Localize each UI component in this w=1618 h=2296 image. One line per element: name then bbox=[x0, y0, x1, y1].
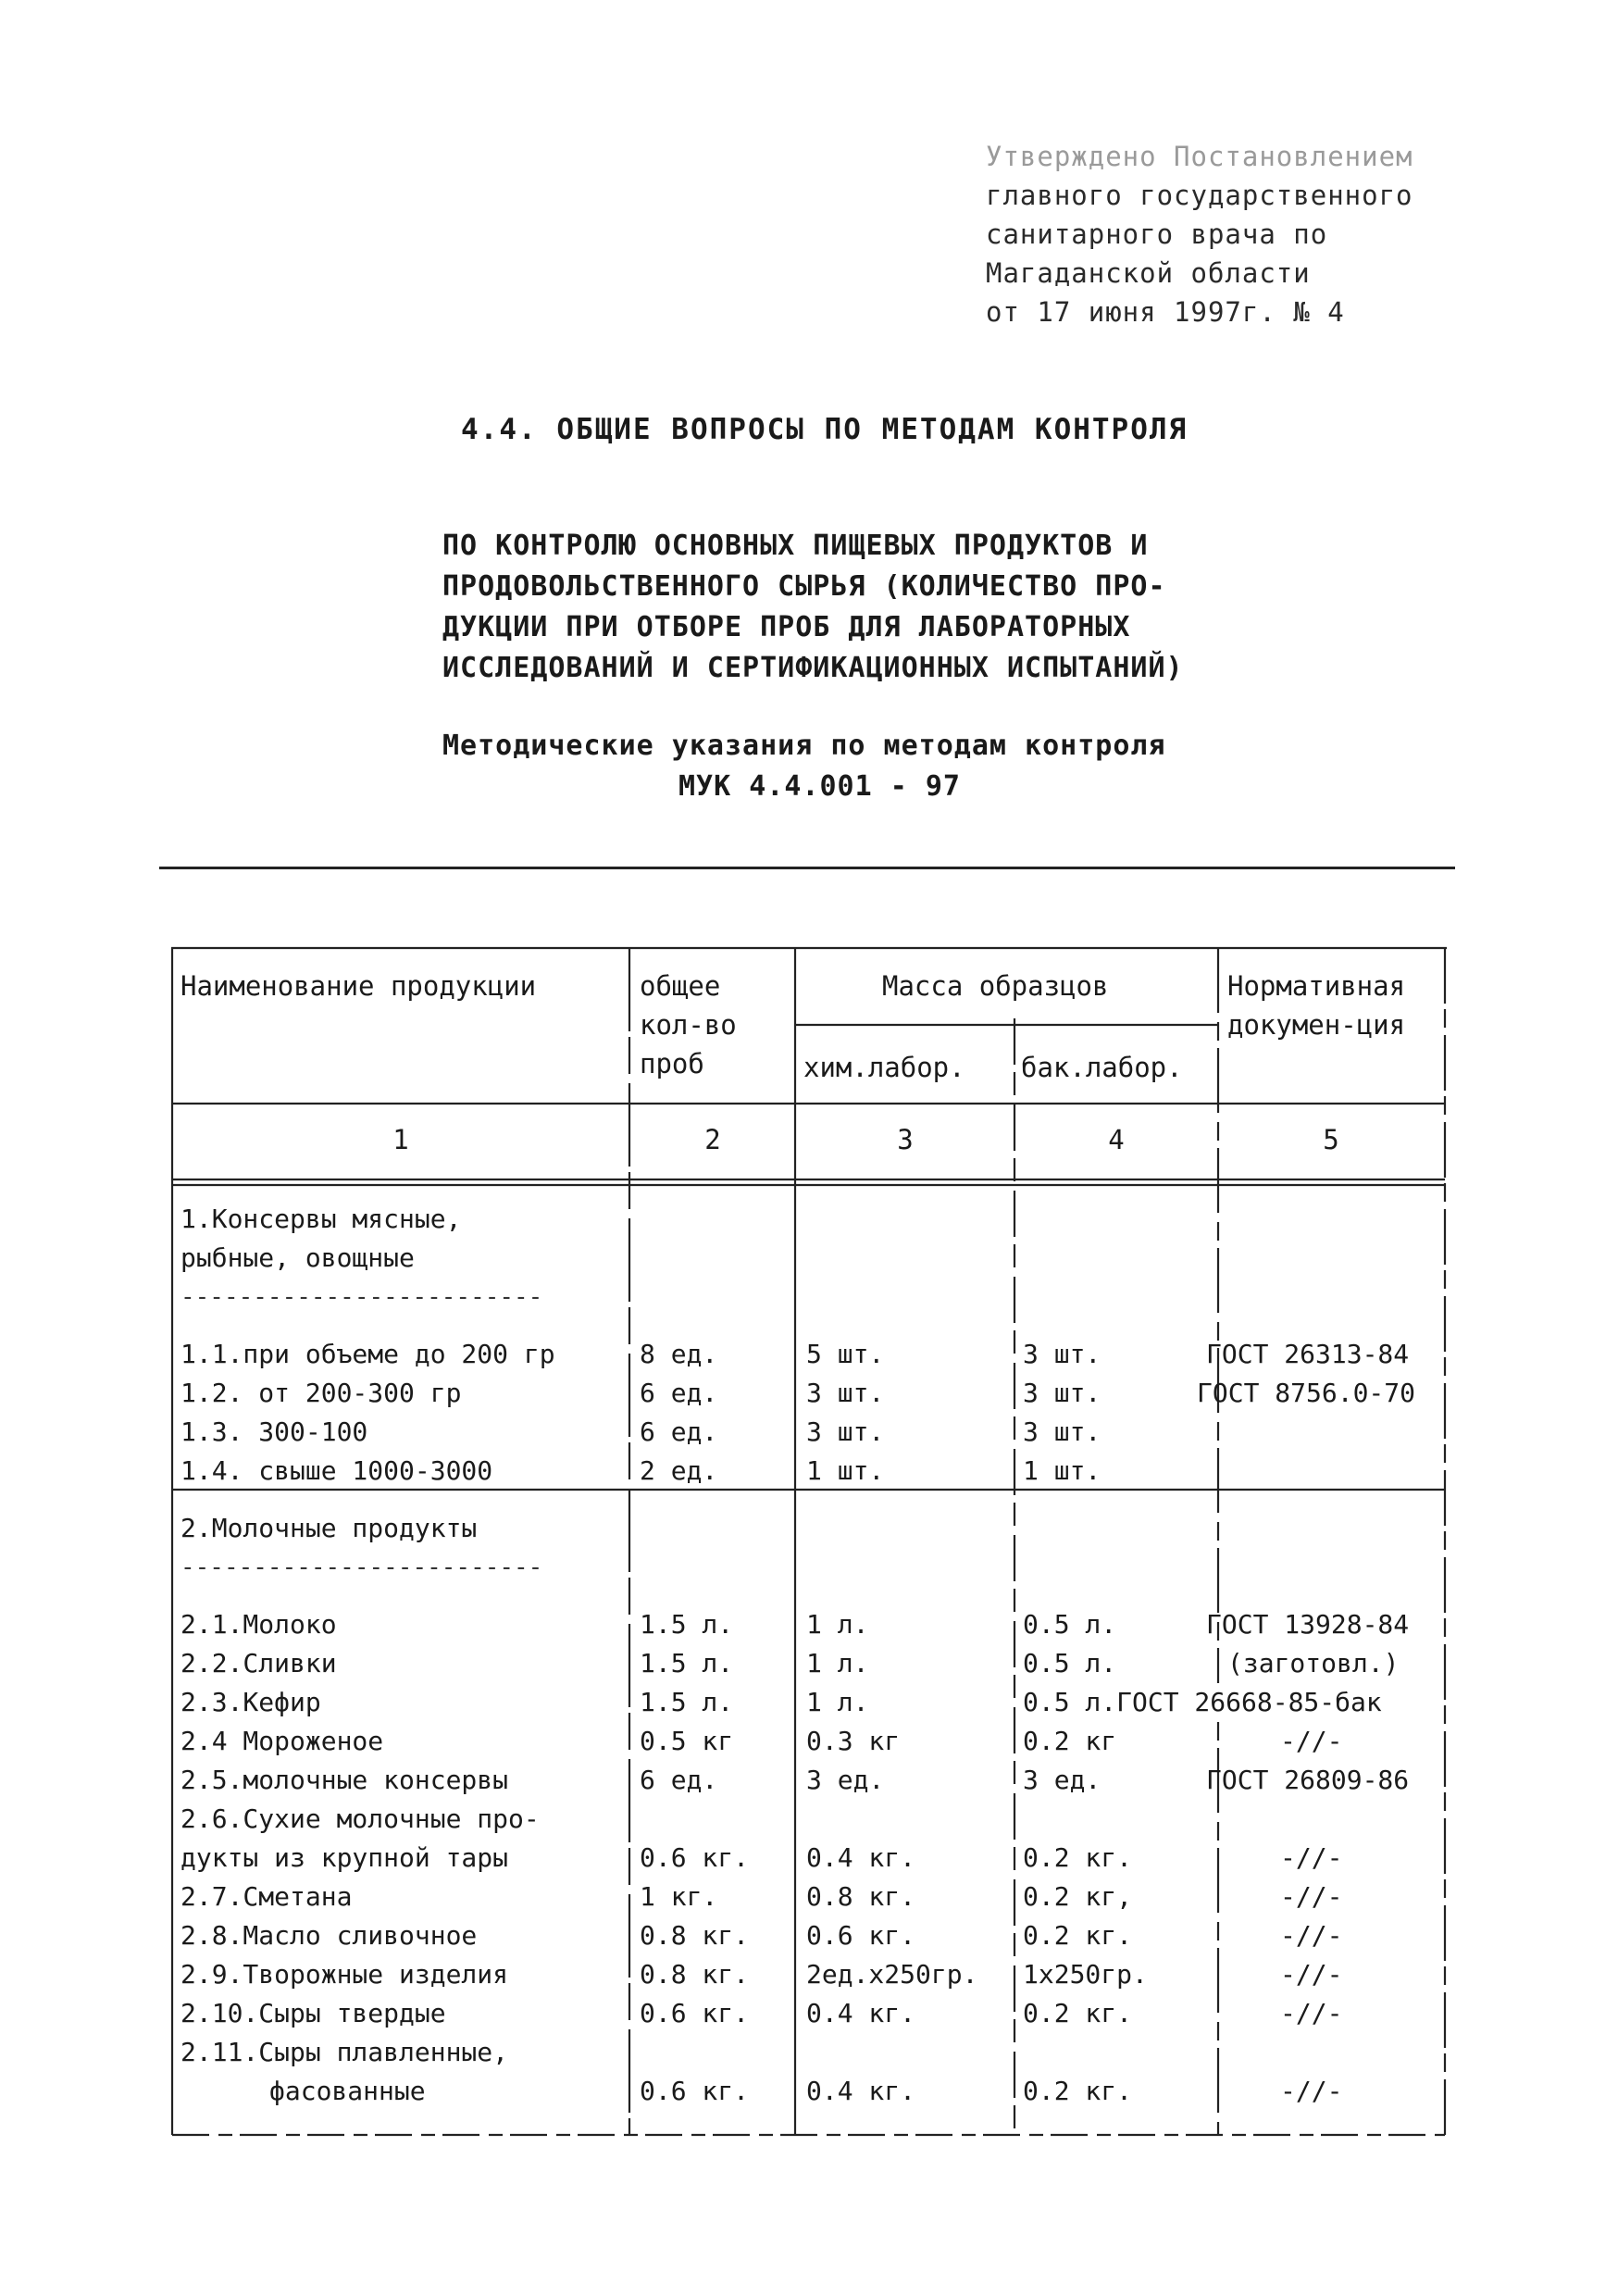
section-title: 1.Консервы мясные, bbox=[180, 1204, 462, 1234]
row-product-name: 2.5.молочные консервы bbox=[180, 1765, 509, 1795]
section-title: рыбные, овощные bbox=[180, 1242, 415, 1273]
row-chem: 0.4 кг. bbox=[806, 2076, 916, 2106]
row-product-name: 2.4 Мороженое bbox=[180, 1726, 384, 1756]
header-norm-line1: Нормативная bbox=[1227, 970, 1406, 1002]
row-total: 6 ед. bbox=[640, 1416, 718, 1447]
row-bact: 0.5 л. bbox=[1023, 1609, 1117, 1640]
subject-line: ПО КОНТРОЛЮ ОСНОВНЫХ ПИЩЕВЫХ ПРОДУКТОВ И bbox=[442, 530, 1149, 562]
column-number: 1 bbox=[392, 1124, 409, 1155]
row-norm: -//- bbox=[1280, 1881, 1343, 1912]
row-bact: 1 шт. bbox=[1023, 1455, 1101, 1486]
method-guidelines-title: Методические указания по методам контроля bbox=[442, 730, 1166, 762]
row-norm: -//- bbox=[1280, 1920, 1343, 1951]
row-norm: -//- bbox=[1280, 1726, 1343, 1756]
row-product-name: 2.2.Сливки bbox=[180, 1648, 337, 1678]
row-product-name: фасованные bbox=[269, 2076, 426, 2106]
document-code-title: 4.4. ОБЩИЕ ВОПРОСЫ ПО МЕТОДАМ КОНТРОЛЯ bbox=[461, 413, 1189, 446]
row-norm: (заготовл.) bbox=[1227, 1648, 1400, 1678]
row-bact: 0.2 кг. bbox=[1023, 2076, 1133, 2106]
column-number: 5 bbox=[1323, 1124, 1339, 1155]
header-total-line1: общее bbox=[640, 970, 721, 1002]
approval-line: санитарного врача по bbox=[986, 218, 1328, 250]
row-chem: 3 ед. bbox=[806, 1765, 885, 1795]
row-total: 0.6 кг. bbox=[640, 2076, 750, 2106]
row-chem: 0.4 кг. bbox=[806, 1842, 916, 1873]
sampling-table bbox=[169, 946, 1451, 2139]
row-product-name: 2.9.Творожные изделия bbox=[180, 1959, 509, 1990]
row-product-name: дукты из крупной тары bbox=[180, 1842, 509, 1873]
approval-line: главного государственного bbox=[986, 180, 1413, 211]
row-bact: 3 шт. bbox=[1023, 1378, 1101, 1408]
row-bact: 0.2 кг. bbox=[1023, 1842, 1133, 1873]
row-bact: 0.2 кг, bbox=[1023, 1881, 1133, 1912]
header-norm-line2: докумен-ция bbox=[1227, 1009, 1406, 1041]
row-total: 1.5 л. bbox=[640, 1687, 734, 1717]
row-bact: 3 шт. bbox=[1023, 1339, 1101, 1369]
row-chem: 1 л. bbox=[806, 1609, 869, 1640]
row-norm: ГОСТ 8756.0-70 bbox=[1197, 1378, 1416, 1408]
row-total: 0.5 кг bbox=[640, 1726, 734, 1756]
row-product-name: 1.2. от 200-300 гр bbox=[180, 1378, 462, 1408]
row-product-name: 2.11.Сыры плавленные, bbox=[180, 2037, 509, 2067]
row-product-name: 2.1.Молоко bbox=[180, 1609, 337, 1640]
row-total: 6 ед. bbox=[640, 1378, 718, 1408]
muk-number: МУК 4.4.001 - 97 bbox=[678, 770, 961, 803]
row-chem: 0.8 кг. bbox=[806, 1881, 916, 1912]
header-chem-lab: хим.лабор. bbox=[803, 1052, 965, 1083]
approval-line: от 17 июня 1997г. № 4 bbox=[986, 296, 1345, 328]
row-total: 1 кг. bbox=[640, 1881, 718, 1912]
row-bact: 0.2 кг. bbox=[1023, 1998, 1133, 2028]
row-product-name: 1.4. свыше 1000-3000 bbox=[180, 1455, 493, 1486]
row-chem: 5 шт. bbox=[806, 1339, 885, 1369]
approval-stamp bbox=[986, 137, 1467, 331]
row-bact: 3 шт. bbox=[1023, 1416, 1101, 1447]
row-product-name: 2.6.Сухие молочные про- bbox=[180, 1803, 540, 1834]
row-norm: -//- bbox=[1280, 2076, 1343, 2106]
row-bact: 0.2 кг bbox=[1023, 1726, 1117, 1756]
row-total: 0.6 кг. bbox=[640, 1842, 750, 1873]
row-product-name: 2.10.Сыры твердые bbox=[180, 1998, 446, 2028]
header-product-name: Наименование продукции bbox=[180, 970, 537, 1002]
column-number: 4 bbox=[1108, 1124, 1125, 1155]
row-product-name: 1.3. 300-100 bbox=[180, 1416, 368, 1447]
row-product-name: 2.7.Сметана bbox=[180, 1881, 353, 1912]
row-total: 2 ед. bbox=[640, 1455, 718, 1486]
row-chem: 3 шт. bbox=[806, 1416, 885, 1447]
section-title: 2.Молочные продукты bbox=[180, 1513, 478, 1543]
document-subject bbox=[442, 526, 1257, 689]
section-separator: ------------------------- bbox=[180, 1554, 543, 1581]
row-bact: 0.5 л.ГОСТ 26668-85-бак bbox=[1023, 1683, 1382, 1722]
row-chem: 1 шт. bbox=[806, 1455, 885, 1486]
section-separator: ------------------------- bbox=[180, 1283, 543, 1311]
header-total-line3: проб bbox=[640, 1048, 704, 1079]
row-bact: 0.5 л. bbox=[1023, 1648, 1117, 1678]
subject-line: ДУКЦИИ ПРИ ОТБОРЕ ПРОБ ДЛЯ ЛАБОРАТОРНЫХ bbox=[442, 611, 1131, 643]
approval-line: Утверждено Постановлением bbox=[986, 141, 1413, 172]
row-total: 1.5 л. bbox=[640, 1648, 734, 1678]
header-sample-mass: Масса образцов bbox=[882, 970, 1109, 1002]
row-norm: -//- bbox=[1280, 1959, 1343, 1990]
row-total: 0.8 кг. bbox=[640, 1920, 750, 1951]
header-total-line2: кол-во bbox=[640, 1009, 737, 1041]
row-total: 0.6 кг. bbox=[640, 1998, 750, 2028]
row-total: 6 ед. bbox=[640, 1765, 718, 1795]
horizontal-divider bbox=[159, 867, 1455, 869]
approval-line: Магаданской области bbox=[986, 257, 1311, 289]
row-total: 1.5 л. bbox=[640, 1609, 734, 1640]
row-chem: 2ед.х250гр. bbox=[806, 1959, 978, 1990]
row-product-name: 2.8.Масло сливочное bbox=[180, 1920, 478, 1951]
row-bact: 3 ед. bbox=[1023, 1765, 1101, 1795]
row-chem: 0.3 кг bbox=[806, 1726, 901, 1756]
subject-line: ПРОДОВОЛЬСТВЕННОГО СЫРЬЯ (КОЛИЧЕСТВО ПРО- bbox=[442, 570, 1166, 603]
header-bact-lab: бак.лабор. bbox=[1021, 1052, 1183, 1083]
row-product-name: 2.3.Кефир bbox=[180, 1687, 321, 1717]
row-norm: ГОСТ 13928-84 bbox=[1206, 1609, 1410, 1640]
row-norm: -//- bbox=[1280, 1998, 1343, 2028]
row-norm: ГОСТ 26809-86 bbox=[1206, 1765, 1410, 1795]
row-bact: 0.2 кг. bbox=[1023, 1920, 1133, 1951]
row-norm: ГОСТ 26313-84 bbox=[1206, 1339, 1410, 1369]
column-number: 3 bbox=[897, 1124, 914, 1155]
row-norm: -//- bbox=[1280, 1842, 1343, 1873]
row-bact: 1х250гр. bbox=[1023, 1959, 1148, 1990]
row-total: 0.8 кг. bbox=[640, 1959, 750, 1990]
row-chem: 1 л. bbox=[806, 1648, 869, 1678]
row-chem: 0.6 кг. bbox=[806, 1920, 916, 1951]
column-number: 2 bbox=[704, 1124, 721, 1155]
row-product-name: 1.1.при объеме до 200 гр bbox=[180, 1339, 555, 1369]
row-chem: 1 л. bbox=[806, 1687, 869, 1717]
subject-line: ИССЛЕДОВАНИЙ И СЕРТИФИКАЦИОННЫХ ИСПЫТАНИЙ) bbox=[442, 652, 1184, 684]
row-total: 8 ед. bbox=[640, 1339, 718, 1369]
row-chem: 0.4 кг. bbox=[806, 1998, 916, 2028]
row-chem: 3 шт. bbox=[806, 1378, 885, 1408]
